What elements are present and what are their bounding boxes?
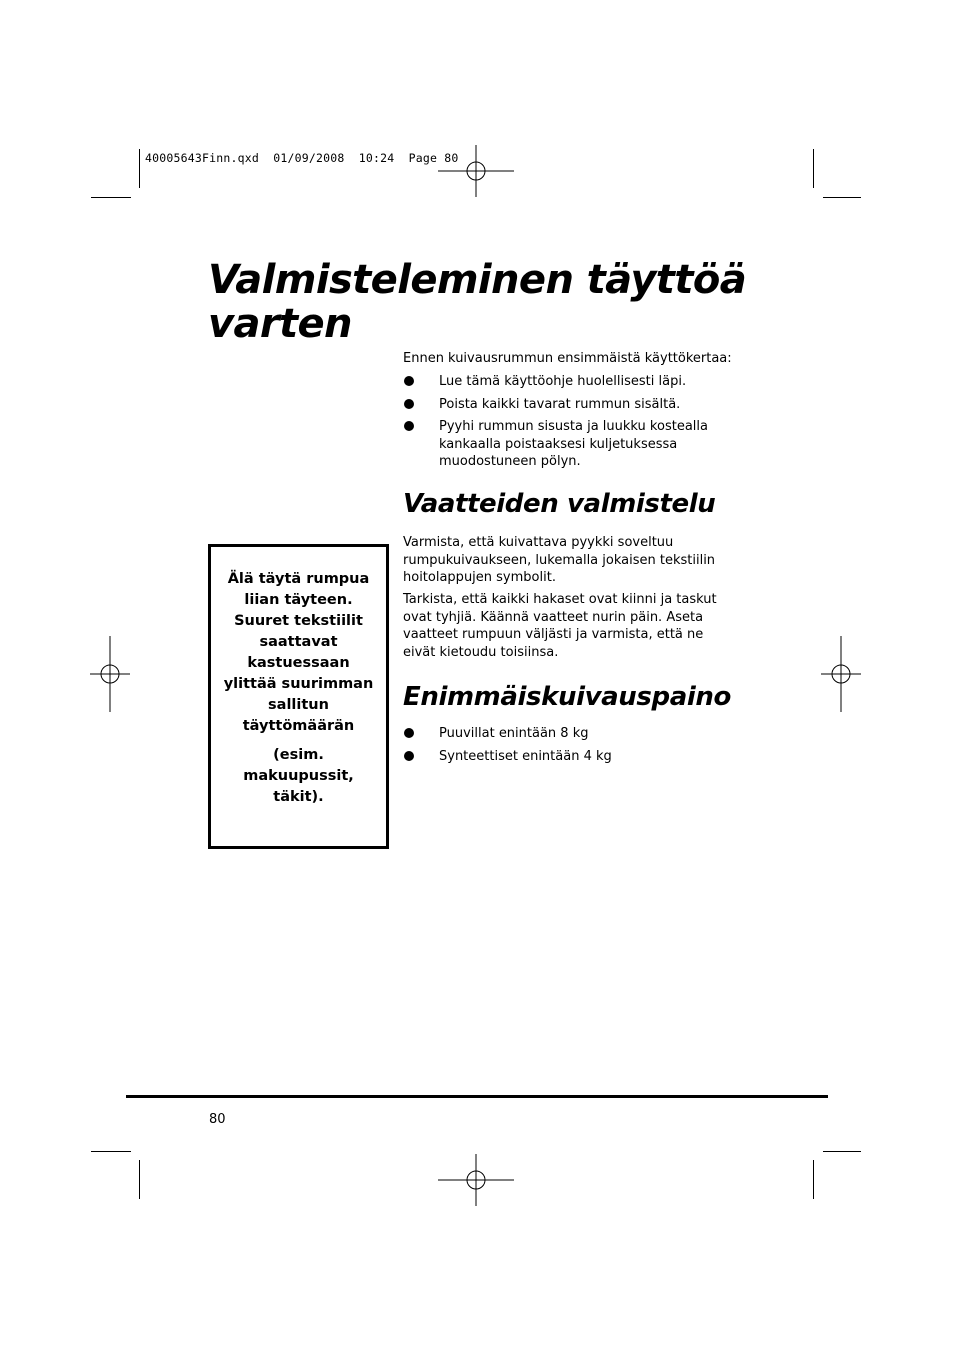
preparation-paragraph-2: Tarkista, että kaikki hakaset ovat kiinni ja taskut ovat tyhjiä. Käännä vaatteet nurin päin. Aseta vaatteet rumpuun väljästi ja varmista, että ne eivät kietoudu toisiinsa. [403,592,717,660]
registration-mark-top [438,133,514,209]
list-item [403,748,743,766]
bullet-icon [404,421,414,431]
print-slug: 40005643Finn.qxd 01/09/2008 10:24 Page 80 [145,151,459,165]
section-heading-preparation: Vaatteiden valmistelu [403,489,716,519]
list-item [403,396,743,414]
list-item-text: Synteettiset enintään 4 kg [439,748,612,764]
intro-list [403,373,743,476]
preparation-paragraph-1: Varmista, että kuivattava pyykki soveltuu rumpukuivaukseen, lukemalla jokaisen tekstiilin hoitolappujen symbolit. [403,535,716,585]
max-load-list [403,725,743,770]
warning-box [208,544,389,849]
bullet-icon [404,728,414,738]
page-number: 80 [209,1112,226,1127]
warning-example: (esim. makuupussit, täkit). [243,747,354,805]
page-title [208,258,828,346]
crop-mark [813,149,814,188]
list-item [403,418,739,471]
bullet-icon [404,399,414,409]
crop-mark [139,1160,140,1199]
list-item-text: Pyyhi rummun sisusta ja luukku kostealla kankaalla poistaaksesi kuljetuksessa muodostuneen pölyn. [439,419,708,469]
page-title-line2: varten [208,301,352,347]
intro-lead: Ennen kuivausrummun ensimmäistä käyttökertaa: [403,351,732,366]
registration-mark-right [803,636,879,712]
crop-mark [823,197,861,198]
crop-mark [813,1160,814,1199]
bullet-icon [404,376,414,386]
bullet-icon [404,751,414,761]
crop-mark [139,149,140,188]
crop-mark [91,197,131,198]
registration-mark-left [72,636,148,712]
list-item-text: Lue tämä käyttöohje huolellisesti läpi. [439,374,687,389]
list-item [403,373,743,391]
registration-mark-bottom [438,1142,514,1218]
crop-mark [823,1151,861,1152]
list-item [403,725,743,743]
warning-text: Älä täytä rumpua liian täyteen. Suuret tekstiilit saattavat kastuessaan ylittää suurimman sallitun täyttömäärän [223,571,374,734]
list-item-text: Poista kaikki tavarat rummun sisältä. [439,396,681,412]
section-heading-max-load: Enimmäiskuivauspaino [403,682,731,712]
page-title-line1: Valmisteleminen täyttöä [208,257,747,303]
crop-mark [91,1151,131,1152]
list-item-text: Puuvillat enintään 8 kg [439,726,589,741]
footer-rule [126,1095,828,1098]
